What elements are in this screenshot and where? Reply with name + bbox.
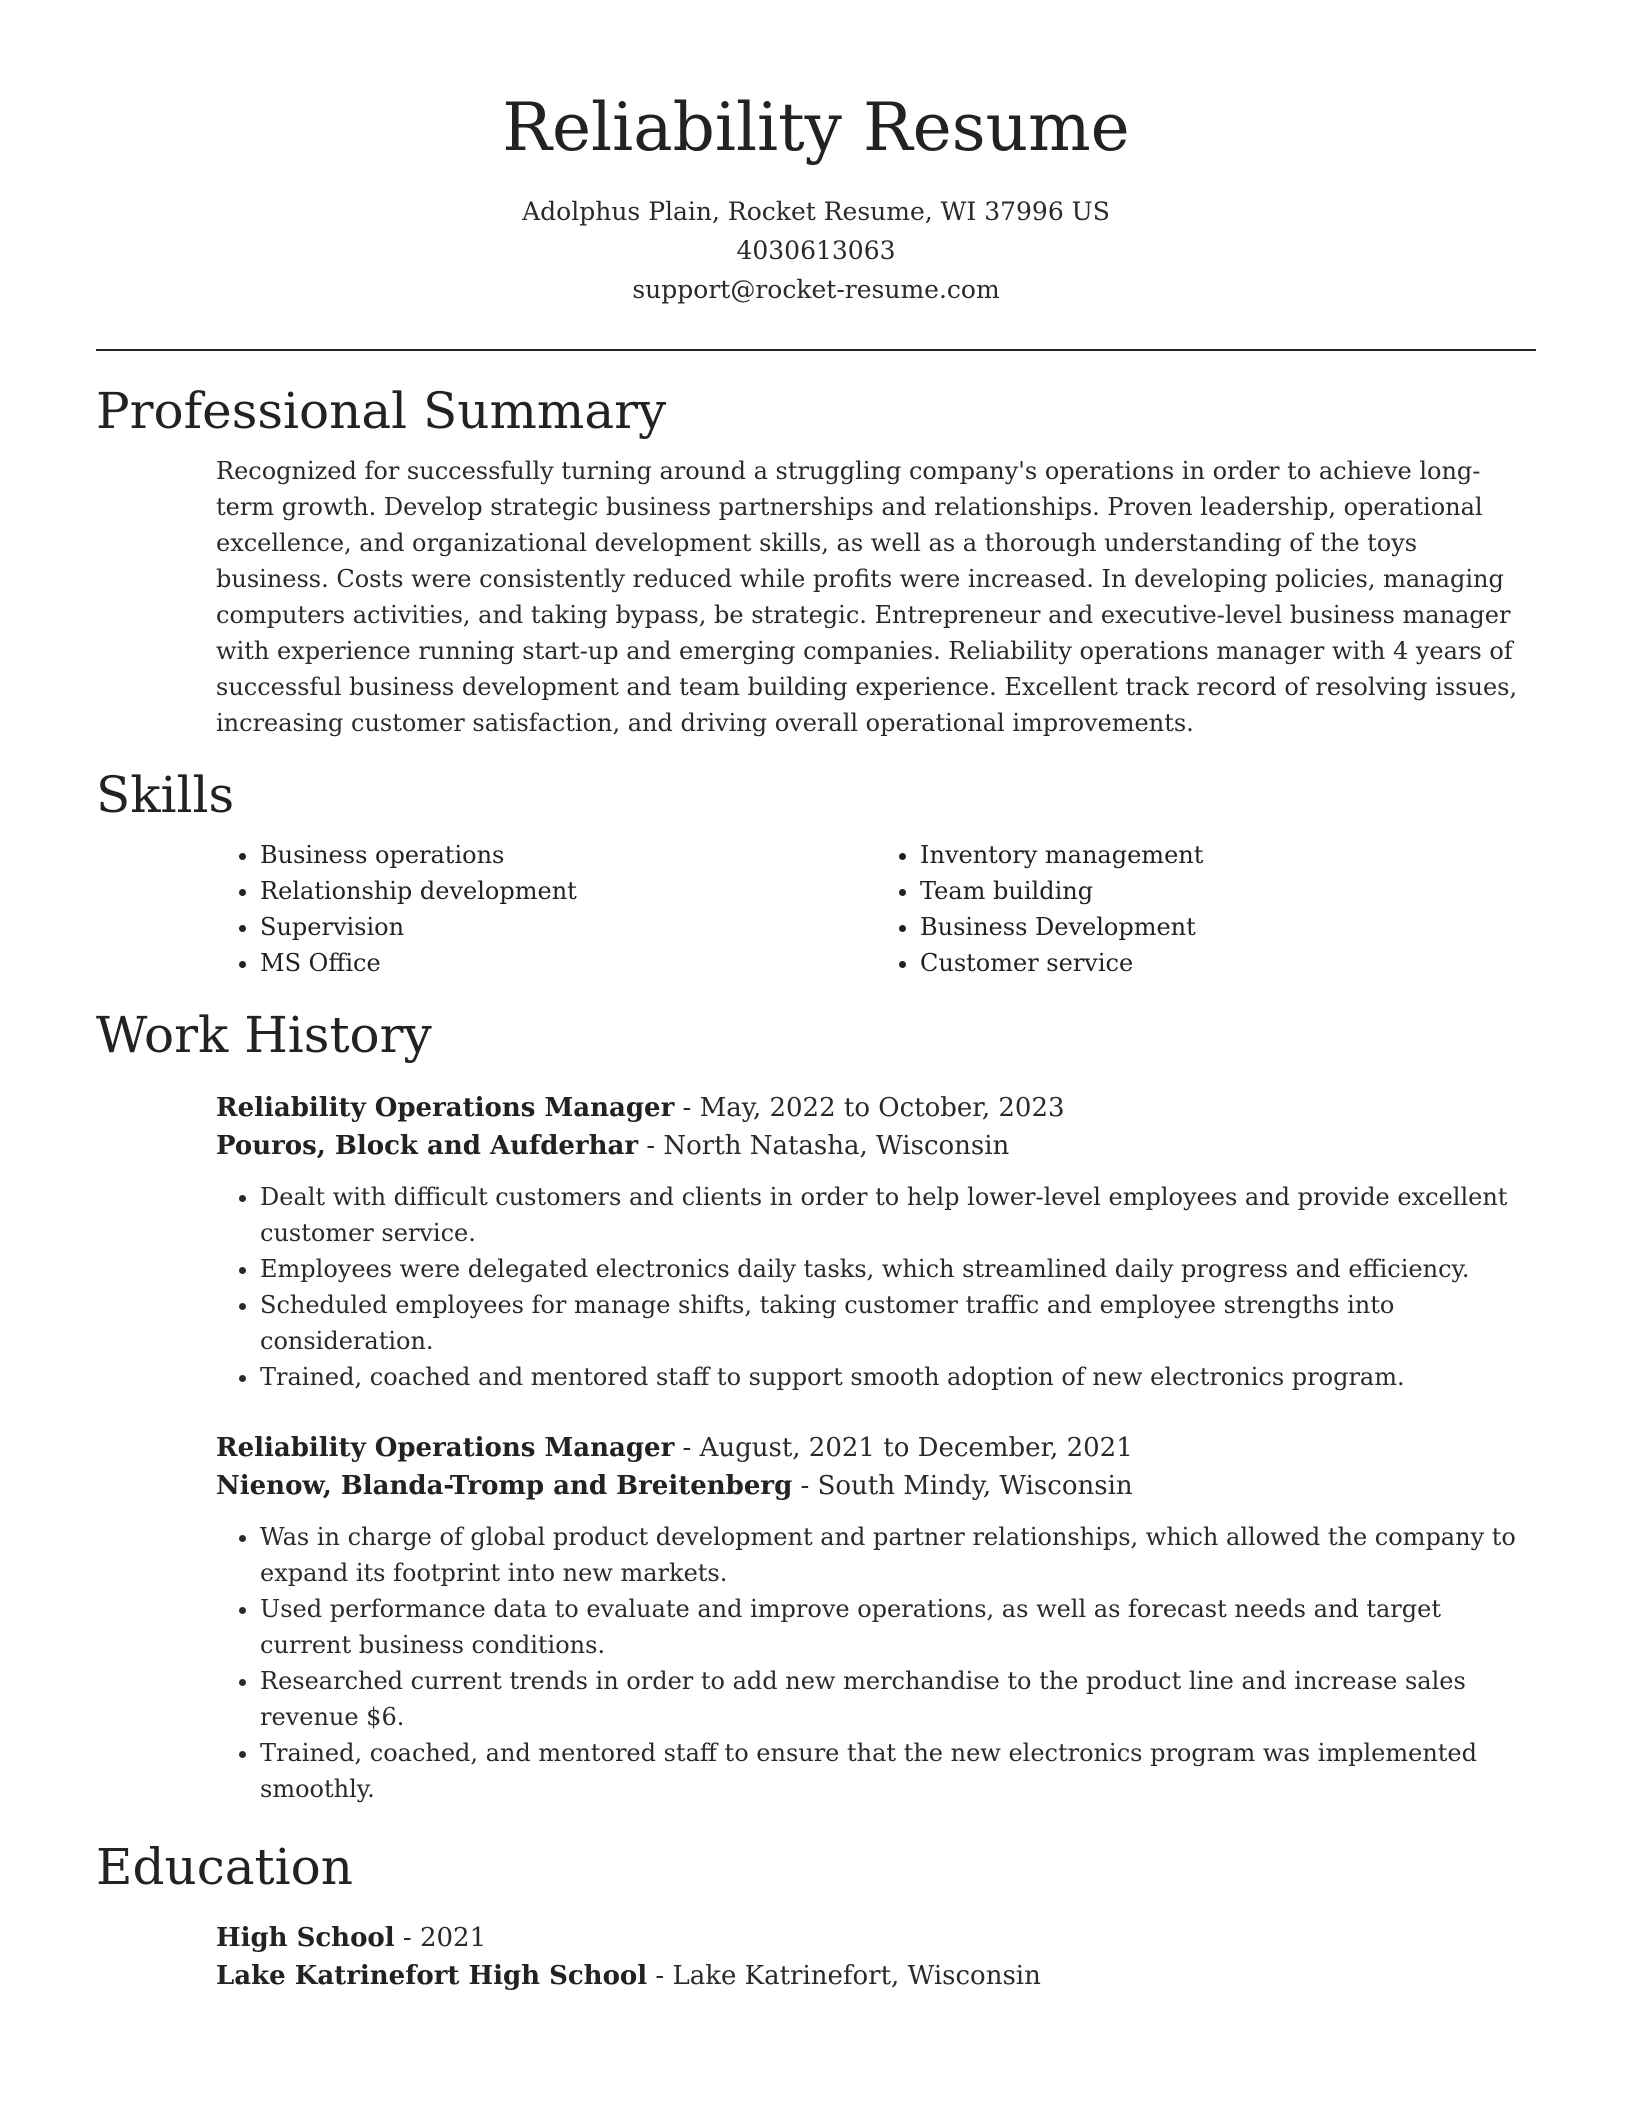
- job-duties: [216, 1519, 1536, 1807]
- skill-item: • Relationship development: [260, 873, 876, 909]
- job-location: - South Mindy, Wisconsin: [792, 1471, 1133, 1501]
- job-entry: [216, 1089, 1536, 1395]
- education-school-line: [216, 1957, 1536, 1995]
- candidate-name: Reliability Resume: [502, 89, 1130, 166]
- summary-section: [216, 453, 1536, 741]
- education-section: [216, 1919, 1536, 1995]
- education-degree-line: [216, 1919, 1536, 1957]
- contact-info: [96, 192, 1536, 309]
- skill-item: • Team building: [920, 873, 1536, 909]
- skill-item: • Supervision: [260, 909, 876, 945]
- skill-item: • Inventory management: [920, 837, 1536, 873]
- work-history-heading: Work History: [96, 1006, 432, 1064]
- skills-column-left: [216, 837, 876, 981]
- skills-list: [216, 837, 1536, 981]
- summary-heading: Professional Summary: [96, 382, 667, 440]
- job-company-line: [216, 1127, 1536, 1165]
- job-duty: • Researched current trends in order to add new merchandise to the product line and increase sales revenue $6.: [260, 1663, 1536, 1735]
- resume-header: [96, 0, 1536, 309]
- job-dates: - May, 2022 to October, 2023: [674, 1093, 1065, 1123]
- skill-item: • MS Office: [260, 945, 876, 981]
- job-duty: • Used performance data to evaluate and improve operations, as well as forecast needs and target current business conditions.: [260, 1591, 1536, 1663]
- job-dates: - August, 2021 to December, 2021: [674, 1433, 1133, 1463]
- phone-number: 4030613063: [736, 236, 896, 265]
- job-entry: [216, 1429, 1536, 1807]
- education-degree: High School: [216, 1923, 395, 1953]
- job-location: - North Natasha, Wisconsin: [638, 1131, 1010, 1161]
- summary-text: Recognized for successfully turning around a struggling company's operations in order to achieve long-term growth. Develop strategic business partnerships and relationships. Proven leadership, operational excellence, and organizational development skills, as well as a thorough understanding of the toys business. Costs were consistently reduced while profits were increased. In developing policies, managing computers activities, and taking bypass, be strategic. Entrepreneur and executive-level business manager with experience running start-up and emerging companies. Reliability operations manager with 4 years of successful business development and team building experience. Excellent track record of resolving issues, increasing customer satisfaction, and driving overall operational improvements.: [216, 457, 1518, 737]
- job-duty: • Scheduled employees for manage shifts, taking customer traffic and employee strengths into consideration.: [260, 1287, 1536, 1359]
- education-location: - Lake Katrinefort, Wisconsin: [647, 1961, 1041, 1991]
- email-address: support@rocket-resume.com: [632, 275, 1000, 304]
- header-divider: [96, 349, 1536, 351]
- skill-item: • Business Development: [920, 909, 1536, 945]
- job-role: Reliability Operations Manager: [216, 1093, 675, 1123]
- job-duties: [216, 1179, 1536, 1395]
- skills-column-right: [876, 837, 1536, 981]
- job-title-line: [216, 1429, 1536, 1467]
- address: Adolphus Plain, Rocket Resume, WI 37996 US: [522, 197, 1110, 226]
- work-history-section: [216, 1089, 1536, 1807]
- job-company: Pouros, Block and Aufderhar: [216, 1131, 639, 1161]
- skills-heading: Skills: [96, 766, 235, 824]
- job-company-line: [216, 1467, 1536, 1505]
- job-company: Nienow, Blanda-Tromp and Breitenberg: [216, 1471, 793, 1501]
- job-duty: • Trained, coached and mentored staff to support smooth adoption of new electronics program.: [260, 1359, 1536, 1395]
- job-title-line: [216, 1089, 1536, 1127]
- job-role: Reliability Operations Manager: [216, 1433, 675, 1463]
- job-duty: • Was in charge of global product development and partner relationships, which allowed the company to expand its footprint into new markets.: [260, 1519, 1536, 1591]
- education-school: Lake Katrinefort High School: [216, 1961, 648, 1991]
- job-duty: • Dealt with difficult customers and clients in order to help lower-level employees and provide excellent customer service.: [260, 1179, 1536, 1251]
- education-heading: Education: [96, 1838, 353, 1896]
- job-duty: • Trained, coached, and mentored staff to ensure that the new electronics program was implemented smoothly.: [260, 1735, 1536, 1807]
- job-duty: • Employees were delegated electronics daily tasks, which streamlined daily progress and efficiency.: [260, 1251, 1536, 1287]
- skill-item: • Business operations: [260, 837, 876, 873]
- education-entry: [216, 1919, 1536, 1995]
- skill-item: • Customer service: [920, 945, 1536, 981]
- education-year: - 2021: [394, 1923, 487, 1953]
